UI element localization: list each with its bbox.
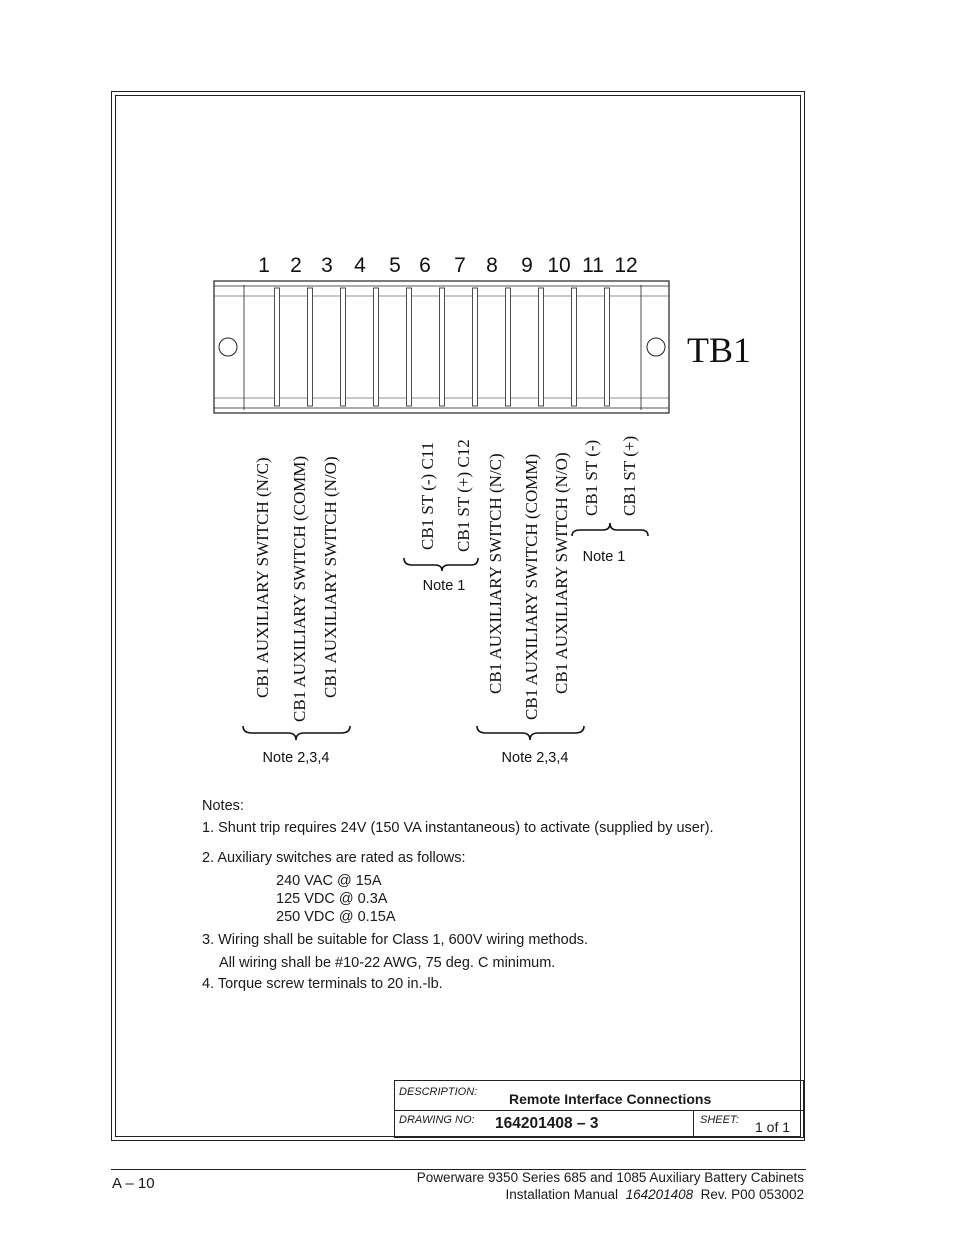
group-note-a: Note 2,3,4: [262, 750, 330, 766]
terminal-separator-3: [341, 288, 346, 406]
brace-group-a: [243, 726, 350, 740]
terminal-number-6: 6: [419, 254, 431, 277]
group-note-c: Note 2,3,4: [501, 750, 569, 766]
wire-label-6: CB1 AUXILIARY SWITCH (N/C): [486, 453, 505, 694]
note-2-rating-2: 125 VDC @ 0.3A: [276, 891, 388, 907]
drawing-no-label: DRAWING NO:: [399, 1114, 475, 1126]
terminal-block-label: TB1: [687, 330, 752, 370]
footer-line-2-prefix: Installation Manual: [505, 1187, 619, 1202]
terminal-number-10: 10: [547, 254, 571, 277]
sheet-value: 1 of 1: [755, 1119, 791, 1135]
group-note-d: Note 1: [582, 549, 626, 565]
terminal-number-2: 2: [290, 254, 302, 277]
footer-part-number: 164201408: [625, 1187, 694, 1202]
note-3: 3. Wiring shall be suitable for Class 1, 600V wiring methods.: [202, 932, 589, 948]
group-note-b: Note 1: [422, 578, 466, 594]
note-2: 2. Auxiliary switches are rated as follows:: [202, 850, 466, 866]
terminal-separator-10: [572, 288, 577, 406]
wire-label-2: CB1 AUXILIARY SWITCH (COMM): [290, 455, 309, 722]
footer-revision: Rev. P00 053002: [700, 1187, 804, 1202]
wire-label-1: CB1 AUXILIARY SWITCH (N/C): [253, 457, 272, 698]
terminal-number-11: 11: [582, 254, 604, 277]
sheet-divider: [693, 1110, 694, 1138]
wire-label-9: CB1 ST (-): [582, 439, 601, 516]
terminal-numbers: [258, 254, 638, 277]
terminal-number-12: 12: [614, 254, 638, 277]
terminal-separator-11: [605, 288, 610, 406]
terminal-number-8: 8: [486, 254, 498, 277]
terminal-number-5: 5: [389, 254, 401, 277]
note-3-continued: All wiring shall be #10-22 AWG, 75 deg. C minimum.: [219, 955, 556, 971]
terminal-separator-4: [374, 288, 379, 406]
terminal-number-7: 7: [454, 254, 466, 277]
sheet-label: SHEET:: [700, 1114, 739, 1126]
note-1: 1. Shunt trip requires 24V (150 VA instantaneous) to activate (supplied by user).: [202, 820, 714, 836]
brace-group-d: [572, 523, 648, 536]
terminal-number-9: 9: [521, 254, 533, 277]
wire-label-7: CB1 AUXILIARY SWITCH (COMM): [522, 453, 541, 720]
terminal-separator-1: [275, 288, 280, 406]
brace-group-b: [404, 558, 478, 571]
page-number: A – 10: [112, 1175, 155, 1192]
title-block-description-row: [395, 1081, 803, 1111]
description-label: DESCRIPTION:: [399, 1086, 478, 1098]
note-2-rating-1: 240 VAC @ 15A: [276, 873, 382, 889]
brace-group-c: [477, 726, 584, 740]
terminal-separator-6: [440, 288, 445, 406]
terminal-number-1: 1: [258, 254, 270, 277]
terminal-separator-9: [539, 288, 544, 406]
wire-label-5: CB1 ST (+) C12: [454, 439, 473, 552]
terminal-number-3: 3: [321, 254, 333, 277]
drawing-no-value: 164201408 – 3: [495, 1115, 599, 1132]
terminal-number-4: 4: [354, 254, 366, 277]
wire-label-3: CB1 AUXILIARY SWITCH (N/O): [321, 456, 340, 698]
notes-heading: Notes:: [202, 798, 244, 814]
wire-label-4: CB1 ST (-) C11: [418, 441, 437, 550]
mounting-hole-left: [219, 338, 237, 356]
description-value: Remote Interface Connections: [509, 1091, 712, 1107]
footer-line-2: [417, 1186, 804, 1203]
note-2-rating-3: 250 VDC @ 0.15A: [276, 909, 396, 925]
terminal-separator-7: [473, 288, 478, 406]
wire-label-8: CB1 AUXILIARY SWITCH (N/O): [552, 452, 571, 694]
note-4: 4. Torque screw terminals to 20 in.-lb.: [202, 976, 443, 992]
terminal-separator-2: [308, 288, 313, 406]
terminal-separator-5: [407, 288, 412, 406]
mounting-hole-right: [647, 338, 665, 356]
terminal-separator-8: [506, 288, 511, 406]
footer-line-1: Powerware 9350 Series 685 and 1085 Auxiliary Battery Cabinets: [416, 1170, 804, 1185]
title-block: [394, 1080, 804, 1138]
wire-label-10: CB1 ST (+): [620, 435, 639, 516]
footer-publication: [417, 1169, 804, 1203]
title-block-drawing-row: [395, 1110, 803, 1138]
terminal-separators: [275, 288, 610, 406]
